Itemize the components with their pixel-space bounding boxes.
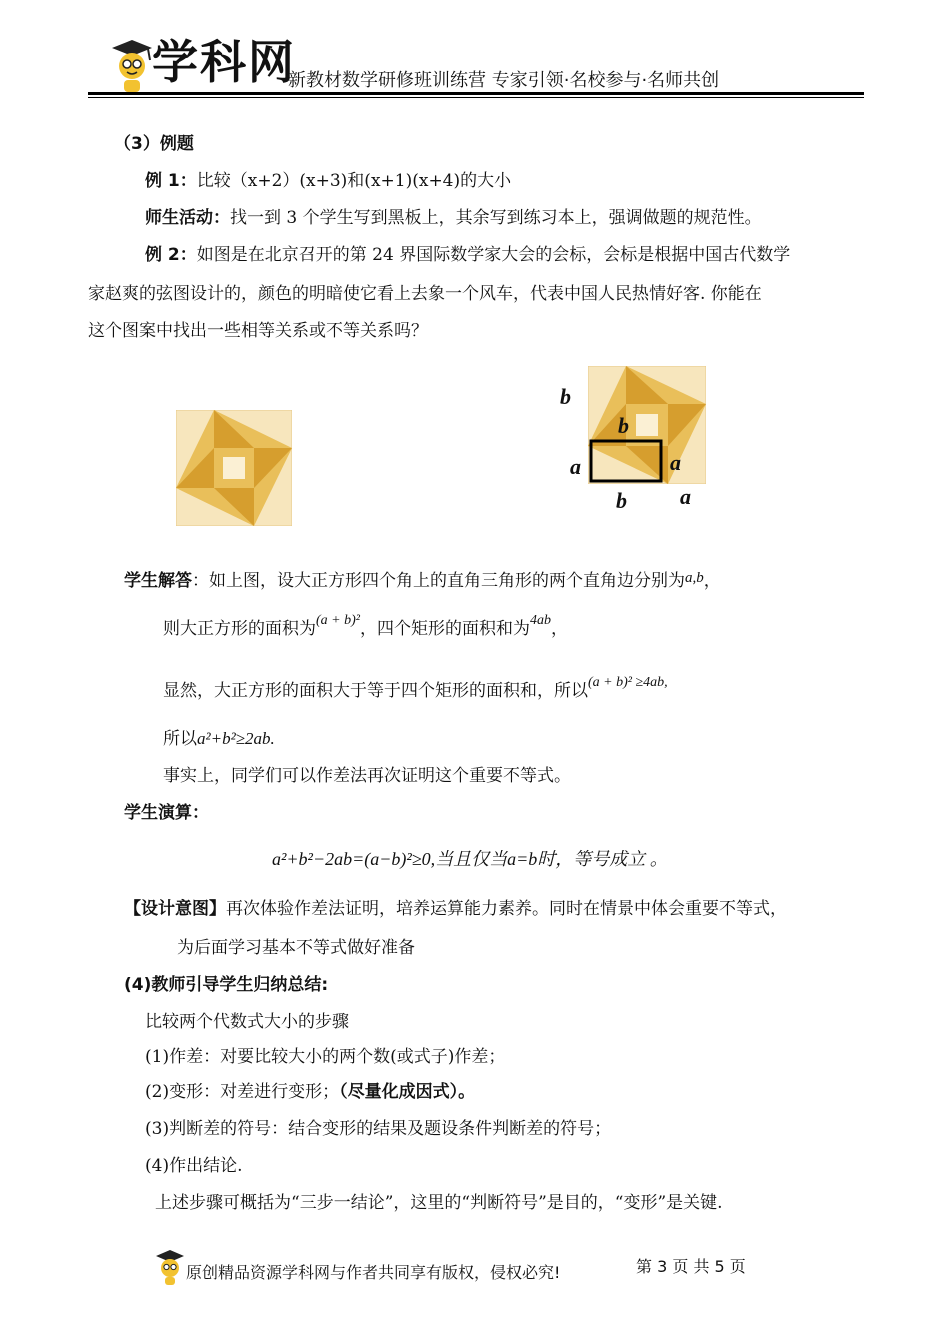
answer-text1-end: ， — [703, 571, 721, 591]
summary-step2-emphasis: （尽量化成因式）。 — [339, 1082, 476, 1102]
label-a-left: a — [570, 454, 581, 479]
summary-step2 — [145, 1081, 475, 1103]
footer-page-number: 第 3 页 共 5 页 — [636, 1257, 746, 1276]
header-slogan: 新教材数学研修班训练营 专家引领·名校参与·名师共创 — [288, 70, 720, 91]
example2-line1 — [145, 244, 790, 266]
answer-math-4ab: 4ab — [529, 613, 551, 628]
label-a-right: a — [670, 450, 681, 475]
answer-line4 — [163, 728, 275, 750]
answer-math-square: (a + b)² — [316, 613, 360, 628]
example2-label: 例 2： — [145, 245, 197, 265]
answer-text2c: ， — [550, 619, 568, 639]
answer-line2 — [163, 613, 568, 642]
example2-text: 如图是在北京召开的第 24 界国际数学家大会的会标，会标是根据中国古代数学 — [196, 245, 791, 265]
calc-label: 学生演算： — [124, 803, 209, 823]
answer-line5: 事实上，同学们可以作差法再次证明这个重要不等式。 — [163, 766, 571, 786]
activity-label: 师生活动： — [145, 208, 230, 228]
section-title: （3）例题 — [114, 134, 194, 154]
summary-intro: 比较两个代数式大小的步骤 — [145, 1012, 349, 1032]
pinwheel-figure-right — [588, 366, 706, 484]
calc-formula: a²+b²−2ab=(a−b)²≥0,当且仅当a=b时，等号成立 。 — [272, 849, 668, 869]
label-b-inner: b — [618, 413, 629, 438]
header-rule-thin — [88, 97, 864, 98]
answer-text2a: 则大正方形的面积为 — [163, 619, 316, 639]
activity — [145, 207, 762, 229]
pinwheel-figure-left — [176, 410, 292, 526]
answer-text2b: ，四个矩形的面积和为 — [359, 619, 530, 639]
answer-text1: ：如上图，设大正方形四个角上的直角三角形的两个直角边分别为 — [192, 571, 685, 591]
logo-mascot-icon — [108, 36, 156, 94]
summary-step1: (1)作差：对要比较大小的两个数(或式子)作差； — [145, 1047, 506, 1067]
footer-copyright: 原创精品资源学科网与作者共同享有版权，侵权必究! — [186, 1263, 561, 1282]
example2-line3: 这个图案中找出一些相等关系或不等关系吗？ — [88, 321, 428, 341]
answer-math-ineq: (a + b)² ≥4ab, — [588, 675, 668, 690]
summary-step3: (3)判断差的符号：结合变形的结果及题设条件判断差的符号； — [145, 1119, 612, 1139]
example1-text: 比较（x+2）(x+3)和(x+1)(x+4)的大小 — [196, 171, 512, 191]
activity-text: 找一到 3 个学生写到黑板上，其余写到练习本上，强调做题的规范性。 — [230, 208, 762, 228]
example1-label: 例 1： — [145, 171, 197, 191]
design-text1: 再次体验作差法证明，培养运算能力素养。同时在情景中体会重要不等式， — [226, 899, 787, 919]
label-b-top: b — [560, 384, 571, 409]
summary-title: (4)教师引导学生归纳总结: — [124, 975, 329, 995]
answer-math-result: a²+b²≥2ab. — [197, 729, 275, 748]
summary-step4: (4)作出结论. — [145, 1156, 243, 1176]
example1 — [145, 170, 511, 192]
answer-line1 — [124, 570, 721, 593]
design-label: 【设计意图】 — [124, 899, 226, 919]
answer-text4a: 所以 — [163, 729, 197, 749]
summary-step2-text: (2)变形：对差进行变形； — [145, 1082, 340, 1102]
design-line1 — [124, 898, 787, 920]
design-line2: 为后面学习基本不等式做好准备 — [177, 938, 415, 958]
answer-text3a: 显然，大正方形的面积大于等于四个矩形的面积和，所以 — [163, 681, 588, 701]
label-b-bottom: b — [616, 488, 627, 513]
footer-mascot-icon — [154, 1248, 186, 1286]
answer-label: 学生解答 — [124, 571, 192, 591]
answer-math-ab: a,b — [685, 570, 704, 586]
header — [0, 0, 950, 100]
logo-text: 学科网 — [152, 35, 296, 89]
header-rule — [88, 92, 864, 95]
example2-line2: 家赵爽的弦图设计的，颜色的明暗使它看上去象一个风车，代表中国人民热情好客. 你能在 — [88, 284, 762, 304]
summary-conclusion: 上述步骤可概括为“三步一结论”，这里的“判断符号”是目的，“变形”是关键. — [155, 1193, 723, 1213]
label-a-bottom: a — [680, 484, 691, 509]
answer-line3 — [163, 675, 668, 704]
